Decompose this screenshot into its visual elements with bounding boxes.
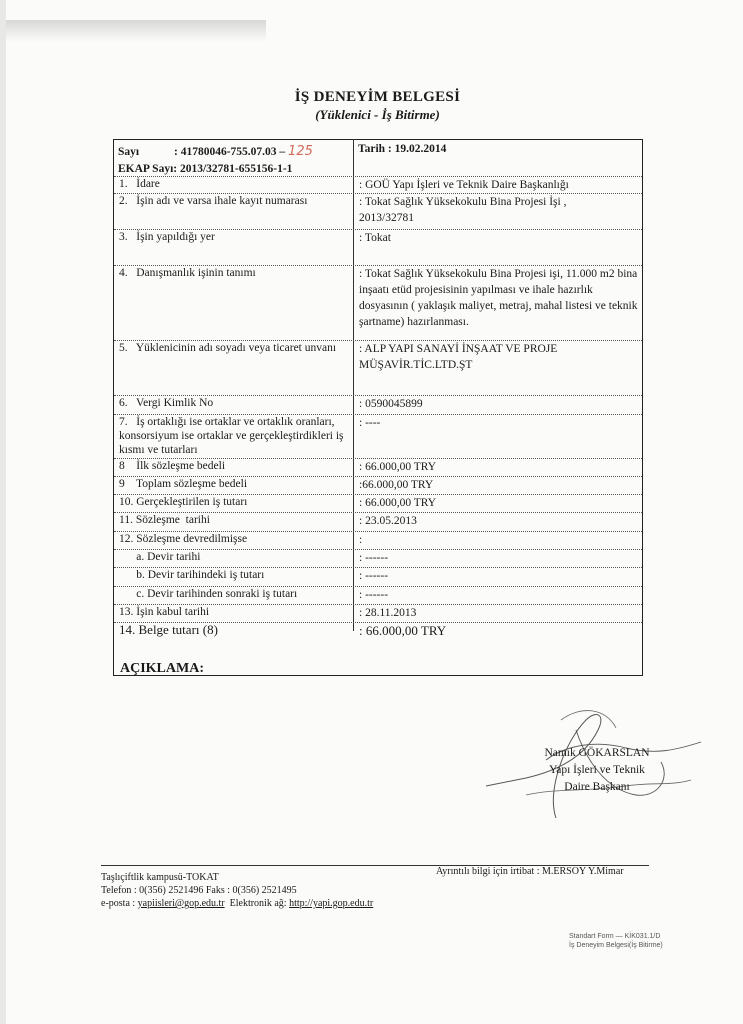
signatory-role-2: Daire Başkanı bbox=[564, 781, 630, 793]
sayi-value: : 41780046-755.07.03 – bbox=[174, 146, 286, 158]
form-code bbox=[569, 932, 663, 950]
table-row bbox=[114, 395, 642, 415]
row-label: 4. Danışmanlık işinin tanımı bbox=[119, 267, 256, 279]
sayi-label: Sayı bbox=[118, 146, 140, 158]
email-label: e-posta : bbox=[101, 898, 138, 909]
row-label: 3. İşin yapıldığı yer bbox=[119, 231, 215, 243]
row-value: : Tokat Sağlık Yüksekokulu Bina Projesi İşi , 2013/32781 bbox=[359, 196, 567, 224]
row-label: 12. Sözleşme devredilmişse bbox=[119, 533, 248, 545]
row-value: :66.000,00 TRY bbox=[359, 479, 434, 491]
row-value: : 66.000,00 TRY bbox=[359, 497, 437, 509]
row-label: b. Devir tarihindeki iş tutarı bbox=[119, 569, 265, 581]
email-link[interactable]: yapiisleri@gop.edu.tr bbox=[137, 898, 225, 909]
table-row bbox=[114, 549, 642, 568]
web-link[interactable]: http://yapi.gop.edu.tr bbox=[289, 898, 374, 909]
form-code-line-2: İş Deneyim Belgesi(İş Bitirme) bbox=[569, 942, 663, 949]
date: Tarih : 19.02.2014 bbox=[358, 143, 447, 155]
row-label: 7. İş ortaklığı ise ortaklar ve ortaklık oranları, konsorsiyum ise ortaklar ve gerçekleştirdikleri iş kısmı ve tutarları bbox=[119, 416, 347, 456]
footer-phone: Telefon : 0(356) 2521496 Faks : 0(356) 2521495 bbox=[101, 885, 297, 896]
table-row bbox=[114, 622, 642, 642]
table-row bbox=[114, 531, 642, 550]
table-row bbox=[114, 176, 642, 194]
row-label: 13. İşin kabul tarihi bbox=[119, 606, 210, 618]
signatory-role-1: Yapı İşleri ve Teknik bbox=[549, 764, 645, 776]
row-value: : ------ bbox=[359, 570, 389, 582]
row-value: : Tokat Sağlık Yüksekokulu Bina Projesi işi, 11.000 m2 bina inşaatı etüd projesisinin yapılması ve ihale hazırlık dosyasının ( yaklaşık maliyet, metraj, mahal listesi ve teknik şartname) hazırlanması. bbox=[359, 268, 638, 328]
table-row bbox=[114, 139, 642, 177]
row-label: 2. İşin adı ve varsa ihale kayıt numarası bbox=[119, 195, 308, 207]
table-row bbox=[114, 604, 642, 623]
row-label: 9 Toplam sözleşme bedeli bbox=[119, 478, 248, 490]
row-label: 1. İdare bbox=[119, 178, 160, 190]
row-label: 10. Gerçekleştirilen iş tutarı bbox=[119, 496, 248, 508]
ekap-number: EKAP Sayı: 2013/32781-655156-1-1 bbox=[118, 163, 293, 175]
table-row bbox=[114, 458, 642, 477]
form-code-line-1: Standart Form — KİK031.1/D bbox=[569, 933, 661, 940]
row-value: : 28.11.2013 bbox=[359, 607, 417, 619]
document-title: İŞ DENEYİM BELGESİ bbox=[294, 89, 461, 105]
footer-address-block bbox=[101, 871, 373, 910]
table-row bbox=[114, 265, 642, 341]
row-label: 8 İlk sözleşme bedeli bbox=[119, 460, 226, 472]
contact-info: Ayrıntılı bilgi için irtibat : M.ERSOY Y.Mimar bbox=[436, 866, 624, 877]
row-label: 11. Sözleşme tarihi bbox=[119, 514, 210, 526]
row-value: : 66.000,00 TRY bbox=[359, 461, 437, 473]
table-row bbox=[114, 476, 642, 495]
row-value: : ------ bbox=[359, 552, 389, 564]
row-value: : ---- bbox=[359, 417, 381, 429]
footer-address: Taşlıçiftlik kampusü-TOKAT bbox=[101, 872, 219, 883]
signatory-name: Namık GÖKARSLAN bbox=[544, 747, 650, 759]
row-label: 6. Vergi Kimlik No bbox=[119, 397, 214, 409]
row-label: c. Devir tarihinden sonraki iş tutarı bbox=[119, 588, 298, 600]
table-row bbox=[114, 340, 642, 396]
footer-divider bbox=[101, 865, 649, 866]
sayi-handwritten: 125 bbox=[288, 144, 313, 159]
document-subtitle: (Yüklenici - İş Bitirme) bbox=[315, 107, 440, 122]
signatory bbox=[522, 745, 672, 796]
row-value: : 0590045899 bbox=[359, 398, 423, 410]
web-label: Elektronik ağ: bbox=[224, 898, 290, 909]
row-value: : 23.05.2013 bbox=[359, 515, 417, 527]
row-value: : ------ bbox=[359, 589, 389, 601]
row-value: : ALP YAPI SANAYİ İNŞAAT VE PROJE MÜŞAVİR.TİC.LTD.ŞT bbox=[359, 343, 558, 371]
table-row bbox=[114, 229, 642, 266]
row-value: : GOÜ Yapı İşleri ve Teknik Daire Başkanlığı bbox=[359, 179, 569, 191]
table-row bbox=[114, 193, 642, 230]
aciklama-label: AÇIKLAMA: bbox=[120, 661, 204, 676]
scan-shadow bbox=[6, 20, 266, 42]
table-row bbox=[114, 586, 642, 605]
row-label: 5. Yüklenicinin adı soyadı veya ticaret unvanı bbox=[119, 342, 337, 354]
table-row bbox=[114, 494, 642, 513]
row-label: a. Devir tarihi bbox=[119, 551, 201, 563]
row-value: : Tokat bbox=[359, 232, 391, 244]
row-value: : 66.000,00 TRY bbox=[359, 623, 447, 638]
row-label: 14. Belge tutarı (8) bbox=[119, 622, 218, 637]
table-row bbox=[114, 567, 642, 587]
table-row bbox=[114, 414, 642, 459]
table-row bbox=[114, 512, 642, 532]
row-value: : bbox=[359, 534, 363, 546]
